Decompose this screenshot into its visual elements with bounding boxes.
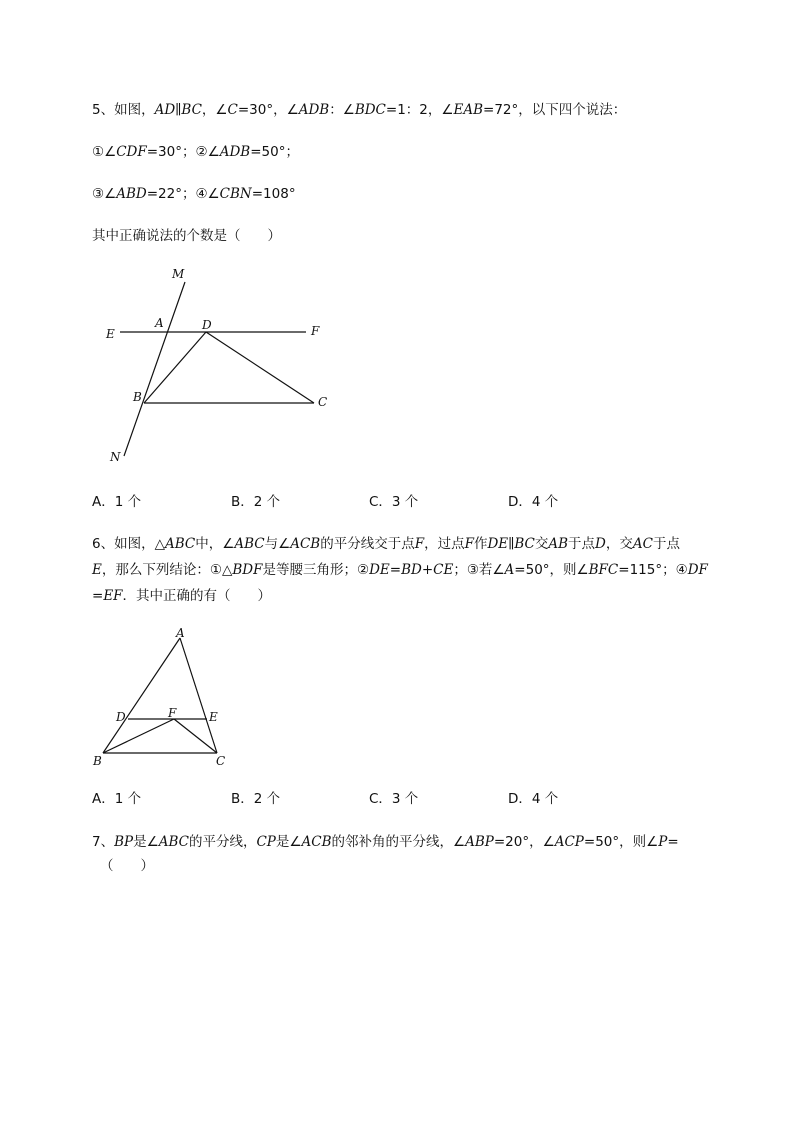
- text: ADB: [298, 102, 330, 118]
- text: =20°，∠: [493, 834, 555, 850]
- line-mn: [124, 282, 185, 456]
- q5-option-d: D．4 个: [508, 494, 559, 510]
- text: ACB: [290, 536, 321, 552]
- q5-option-c: C．3 个: [369, 494, 419, 510]
- text: 的平分线交于点: [320, 536, 415, 552]
- text: =108°: [251, 186, 296, 202]
- text: ③∠: [92, 186, 117, 202]
- text: AC: [632, 536, 653, 552]
- text: CDF: [116, 144, 147, 160]
- q6-option-b: B．2 个: [231, 791, 281, 807]
- text: =115°；④: [618, 562, 688, 578]
- text: ABC: [164, 536, 196, 552]
- text: P: [658, 834, 668, 850]
- q5-statements-1-2: [92, 142, 299, 162]
- label-b: B: [133, 390, 142, 404]
- text: ；③若∠: [453, 562, 505, 578]
- text: 于点: [568, 536, 596, 552]
- text: BP: [114, 834, 134, 850]
- text: ，交: [605, 536, 633, 552]
- text: =50°；: [250, 144, 299, 160]
- label-a: A: [155, 316, 164, 330]
- text: =1：2，∠: [385, 102, 454, 118]
- label-c: C: [216, 754, 226, 768]
- text: =30°，∠: [237, 102, 299, 118]
- text: C: [227, 102, 238, 118]
- q6-option-d: D．4 个: [508, 791, 559, 807]
- q7-answer-blank: （ ）: [100, 858, 154, 874]
- label-m: M: [172, 267, 185, 281]
- q5-option-b: B．2 个: [231, 494, 281, 510]
- text: =: [667, 834, 679, 850]
- label-c: C: [318, 395, 328, 409]
- text: ACP: [554, 834, 584, 850]
- q5-question: 其中正确说法的个数是（ ）: [92, 228, 281, 244]
- q5-stem: [92, 100, 626, 120]
- text: EF: [103, 588, 123, 604]
- q6-stem-line-2: [92, 560, 708, 580]
- text: =22°；④∠: [146, 186, 220, 202]
- text: 是∠: [133, 834, 159, 850]
- text: CBN: [219, 186, 252, 202]
- text: ，那么下列结论：①△: [101, 562, 233, 578]
- label-d: D: [116, 710, 126, 724]
- text: ，∠: [201, 102, 228, 118]
- text: F: [464, 536, 474, 552]
- text: 5、如图，: [92, 102, 155, 118]
- q5-figure: [100, 262, 340, 472]
- text: 7、: [92, 834, 115, 850]
- segment-ac: [180, 638, 217, 753]
- segment-dc: [206, 332, 314, 403]
- text: D: [595, 536, 606, 552]
- text: ，过点: [424, 536, 465, 552]
- q5-statements-3-4: [92, 184, 296, 204]
- label-b: B: [93, 754, 102, 768]
- text: =72°，以下四个说法：: [483, 102, 627, 118]
- label-f: F: [168, 706, 177, 720]
- text: 作: [473, 536, 488, 552]
- q6-figure: [88, 620, 238, 772]
- text: 与∠: [264, 536, 291, 552]
- text: ．其中正确的有（ ）: [122, 588, 272, 604]
- q6-stem-line-3: [92, 586, 271, 606]
- q5-option-a: A．1 个: [92, 494, 142, 510]
- text: EAB: [453, 102, 484, 118]
- label-e: E: [209, 710, 218, 724]
- text: ABC: [158, 834, 189, 850]
- q6-option-c: C．3 个: [369, 791, 419, 807]
- text: ABC: [234, 536, 265, 552]
- text: =: [92, 588, 104, 604]
- q6-stem-line-1: [92, 534, 680, 554]
- text: A: [504, 562, 515, 578]
- text: =: [389, 562, 402, 578]
- text: BDF: [232, 562, 263, 578]
- text: 6、如图，△: [92, 536, 165, 552]
- text: E: [92, 562, 102, 578]
- label-a: A: [176, 626, 185, 640]
- text: AB: [548, 536, 569, 552]
- text: 交: [534, 536, 549, 552]
- q7-stem: [92, 832, 679, 852]
- text: =30°；②∠: [146, 144, 220, 160]
- label-e: E: [106, 327, 115, 341]
- segment-ab: [103, 638, 180, 753]
- text: 是等腰三角形；②: [262, 562, 370, 578]
- segment-db: [144, 332, 206, 403]
- text: 中，∠: [195, 536, 235, 552]
- text: F: [414, 536, 425, 552]
- text: 是∠: [275, 834, 302, 850]
- text: DE∥BC: [487, 536, 535, 552]
- text: ①∠: [92, 144, 117, 160]
- text: DF: [687, 562, 708, 578]
- text: ABD: [116, 186, 147, 202]
- text: ADB: [219, 144, 251, 160]
- text: =50°，则∠: [514, 562, 589, 578]
- text: =50°，则∠: [583, 834, 659, 850]
- text: BDC: [354, 102, 386, 118]
- text: CP: [256, 834, 276, 850]
- text: AD∥BC: [154, 102, 202, 118]
- label-f: F: [311, 324, 320, 338]
- text: ACB: [301, 834, 332, 850]
- text: BFC: [588, 562, 619, 578]
- text: DE: [369, 562, 390, 578]
- segment-bf: [103, 719, 174, 753]
- text: 的平分线，: [188, 834, 257, 850]
- segment-cf: [174, 719, 217, 753]
- text: 于点: [652, 536, 680, 552]
- label-n: N: [110, 450, 121, 464]
- text: BD+CE: [401, 562, 454, 578]
- text: 的邻补角的平分线，∠: [331, 834, 466, 850]
- text: ABP: [465, 834, 494, 850]
- q6-option-a: A．1 个: [92, 791, 142, 807]
- text: ：∠: [329, 102, 355, 118]
- label-d: D: [202, 318, 212, 332]
